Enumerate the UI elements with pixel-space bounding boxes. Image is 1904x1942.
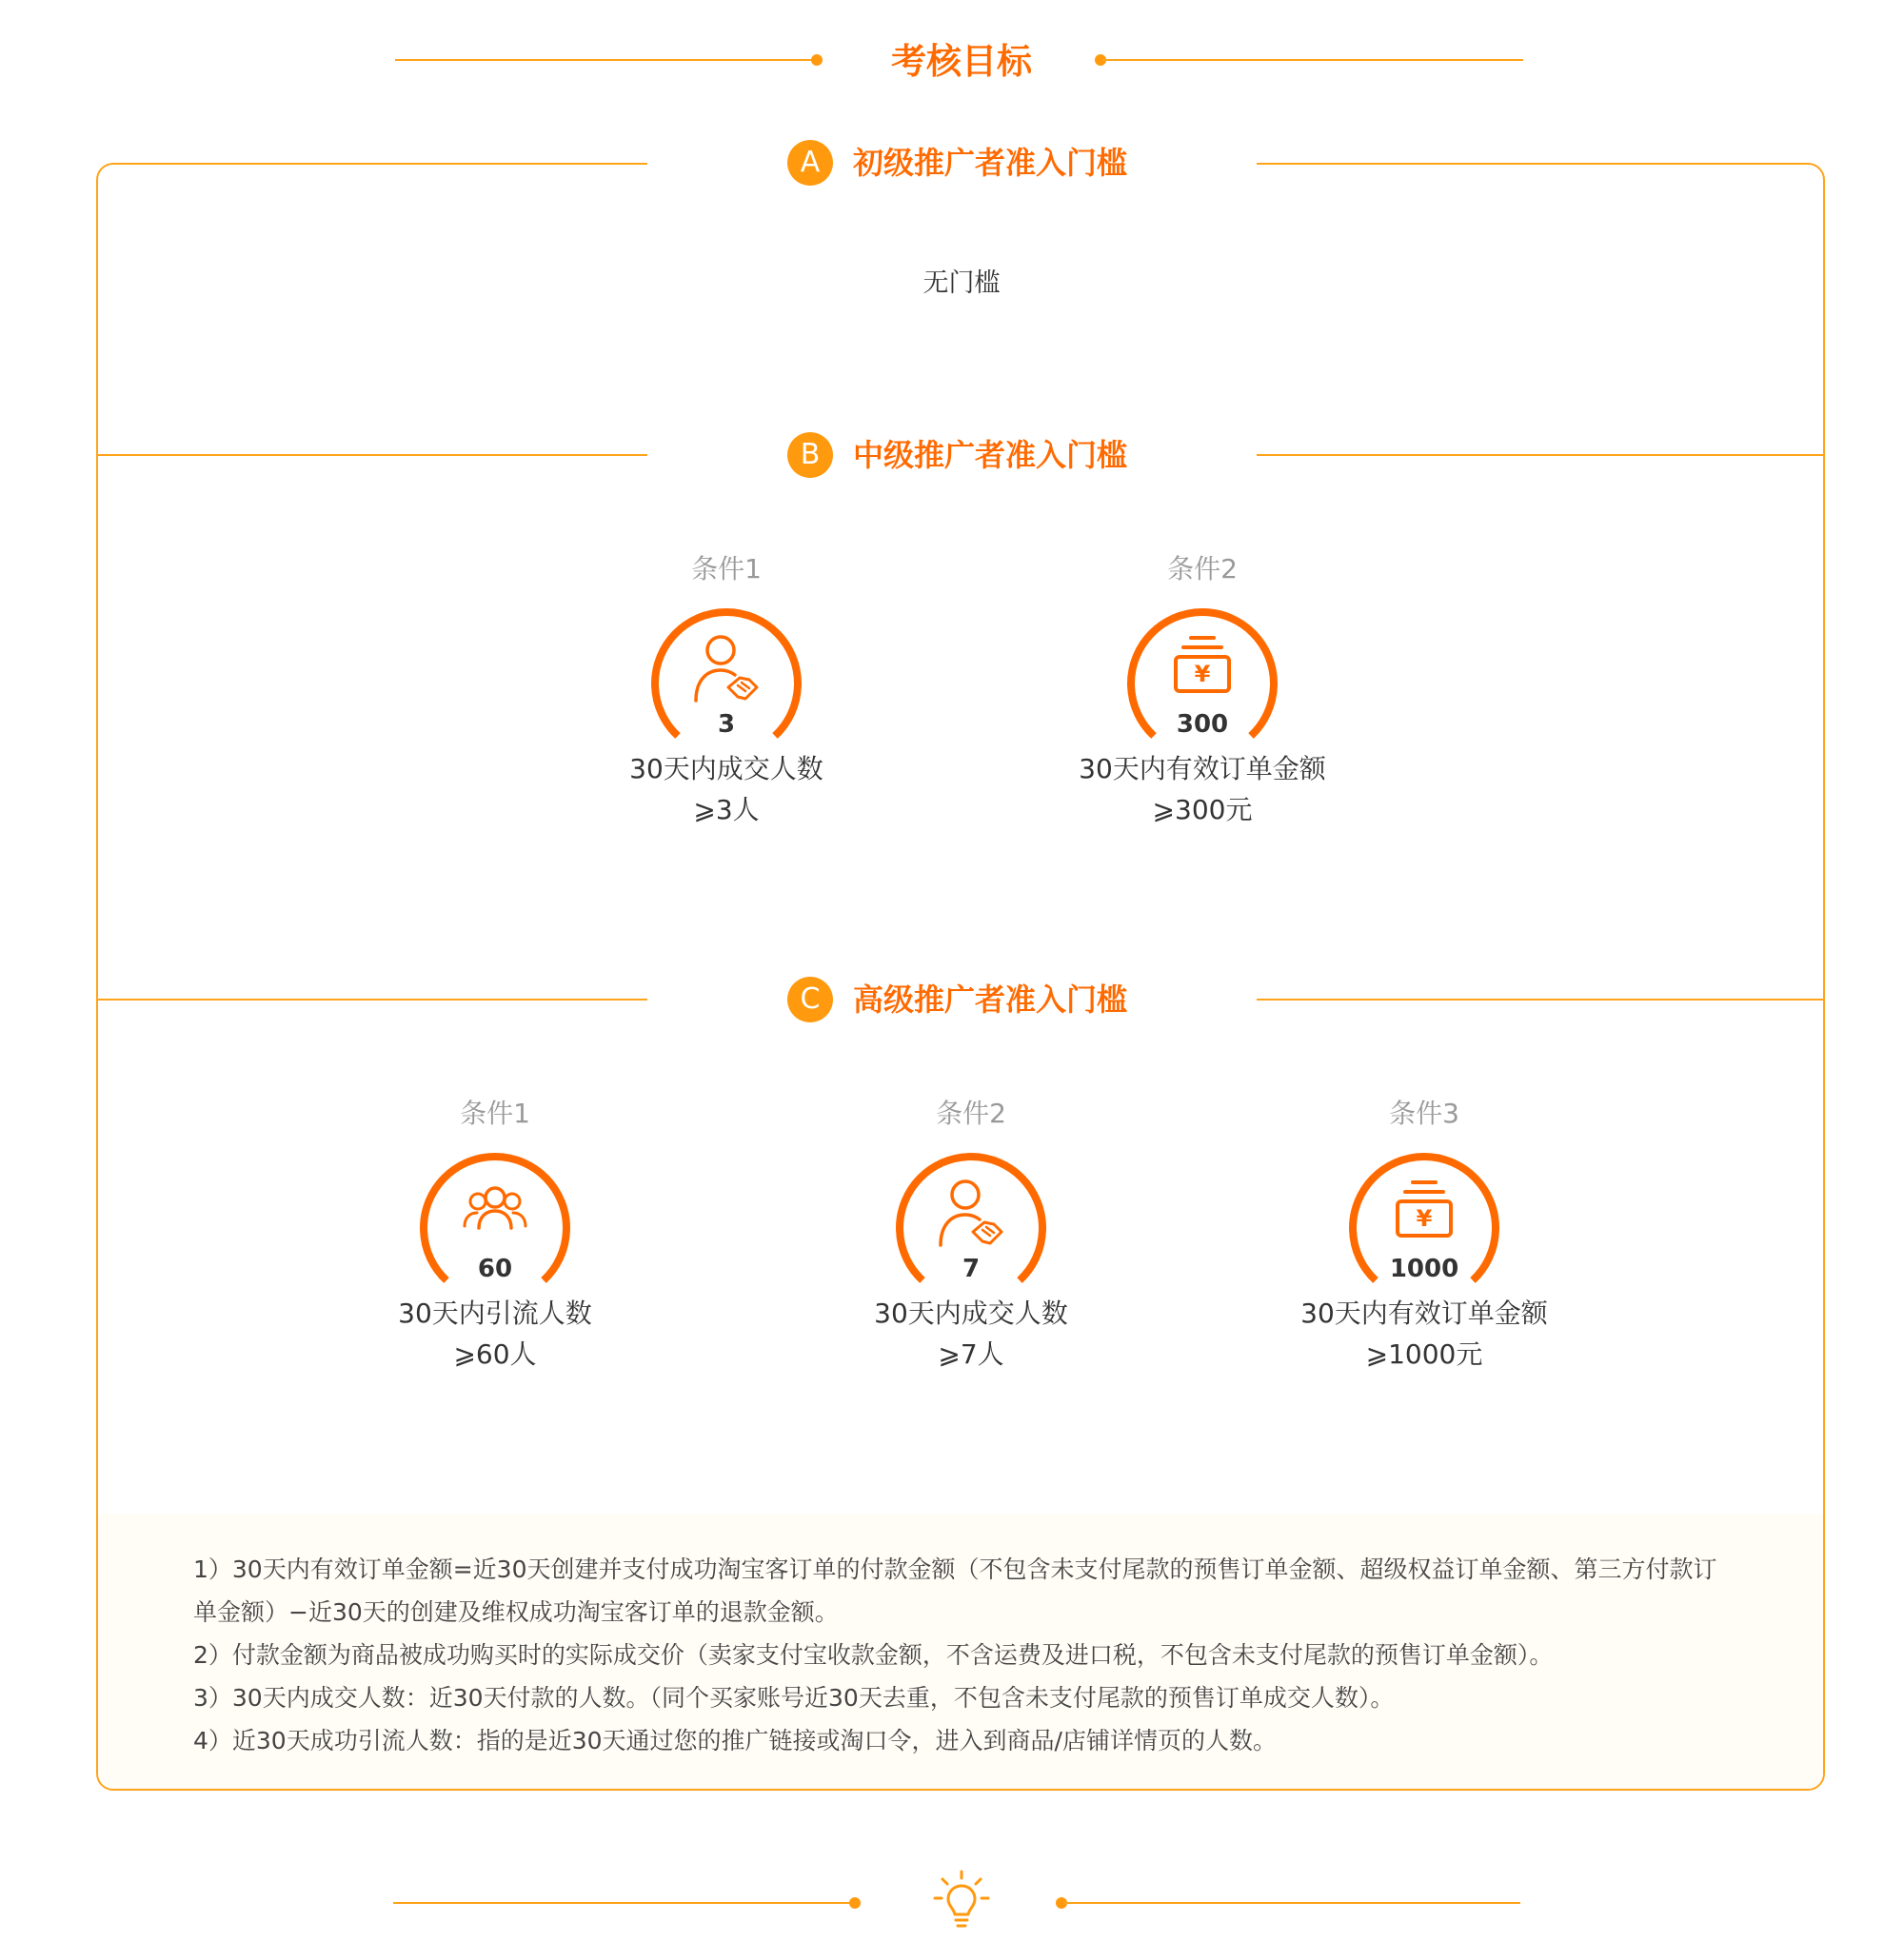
notes-panel — [98, 1514, 1823, 1789]
note-item: 1）30天内有效订单金额=近30天创建并支付成功淘宝客订单的付款金额（不包含未支付尾款的预售订单金额、超级权益订单金额、第三方付款订单金额）−近30天的创建及维权成功淘宝客订单的退款金额。 — [193, 1556, 1717, 1626]
condition-ring — [890, 1144, 1052, 1287]
lightbulb-icon — [933, 1870, 990, 1932]
condition-metric: 30天内成交人数 — [874, 1298, 1068, 1329]
condition-card — [333, 1095, 657, 1375]
condition-threshold: ⩾300元 — [1152, 794, 1253, 825]
note-item: 3）30天内成交人数：近30天付款的人数。（同个买家账号近30天去重，不包含未支付尾款的预售订单成交人数）。 — [193, 1684, 1395, 1712]
section-c-title: 高级推广者准入门槛 — [853, 981, 1128, 1018]
header-dot-left — [811, 54, 823, 66]
condition-threshold: ⩾60人 — [453, 1338, 537, 1370]
person-handshake-icon — [935, 1179, 1007, 1249]
condition-threshold: ⩾1000元 — [1365, 1338, 1483, 1370]
condition-value: 1000 — [1389, 1255, 1459, 1283]
header-line-left — [395, 59, 819, 61]
condition-ring — [414, 1144, 576, 1287]
condition-ring — [1343, 1144, 1505, 1287]
condition-metric: 30天内成交人数 — [629, 753, 823, 784]
no-threshold-text: 无门槛 — [922, 268, 1001, 298]
header-line-right — [1102, 59, 1523, 61]
section-b-title: 中级推广者准入门槛 — [853, 437, 1128, 473]
condition-label: 条件1 — [460, 1098, 530, 1129]
condition-card — [565, 550, 888, 830]
footer-line-right — [1063, 1902, 1520, 1904]
condition-value: 3 — [717, 710, 736, 739]
condition-card — [1262, 1095, 1586, 1375]
condition-threshold: ⩾7人 — [938, 1338, 1004, 1370]
condition-label: 条件1 — [691, 553, 762, 585]
svg-text:¥: ¥ — [1416, 1205, 1433, 1232]
money-box-icon — [1394, 1179, 1455, 1239]
condition-label: 条件2 — [1167, 553, 1238, 585]
group-icon — [462, 1184, 528, 1232]
section-c-badge: C — [787, 977, 833, 1022]
condition-label: 条件3 — [1389, 1098, 1459, 1129]
condition-ring — [645, 600, 807, 743]
money-box-icon — [1172, 634, 1233, 695]
condition-ring — [1121, 600, 1283, 743]
section-b-badge: B — [787, 432, 833, 478]
condition-metric: 30天内有效订单金额 — [1300, 1298, 1548, 1329]
svg-text:¥: ¥ — [1194, 661, 1211, 687]
person-handshake-icon — [690, 634, 763, 704]
note-item: 2）付款金额为商品被成功购买时的实际成交价（卖家支付宝收款金额，不含运费及进口税，不包含未支付尾款的预售订单金额）。 — [193, 1641, 1554, 1669]
section-a-title: 初级推广者准入门槛 — [853, 145, 1128, 181]
condition-value: 300 — [1176, 710, 1229, 739]
condition-value: 7 — [962, 1255, 981, 1283]
condition-card — [809, 1095, 1133, 1375]
note-item: 4）近30天成功引流人数：指的是近30天通过您的推广链接或淘口令，进入到商品/店铺详情页的人数。 — [193, 1727, 1277, 1754]
condition-threshold: ⩾3人 — [693, 794, 760, 825]
condition-metric: 30天内有效订单金额 — [1079, 753, 1326, 784]
page-title: 考核目标 — [891, 41, 1032, 82]
footer-dot-left — [849, 1897, 861, 1909]
condition-metric: 30天内引流人数 — [398, 1298, 592, 1329]
section-a-badge: A — [787, 140, 833, 186]
footer-line-left — [393, 1902, 857, 1904]
condition-label: 条件2 — [936, 1098, 1006, 1129]
condition-card — [1041, 550, 1364, 830]
condition-value: 60 — [477, 1255, 513, 1283]
